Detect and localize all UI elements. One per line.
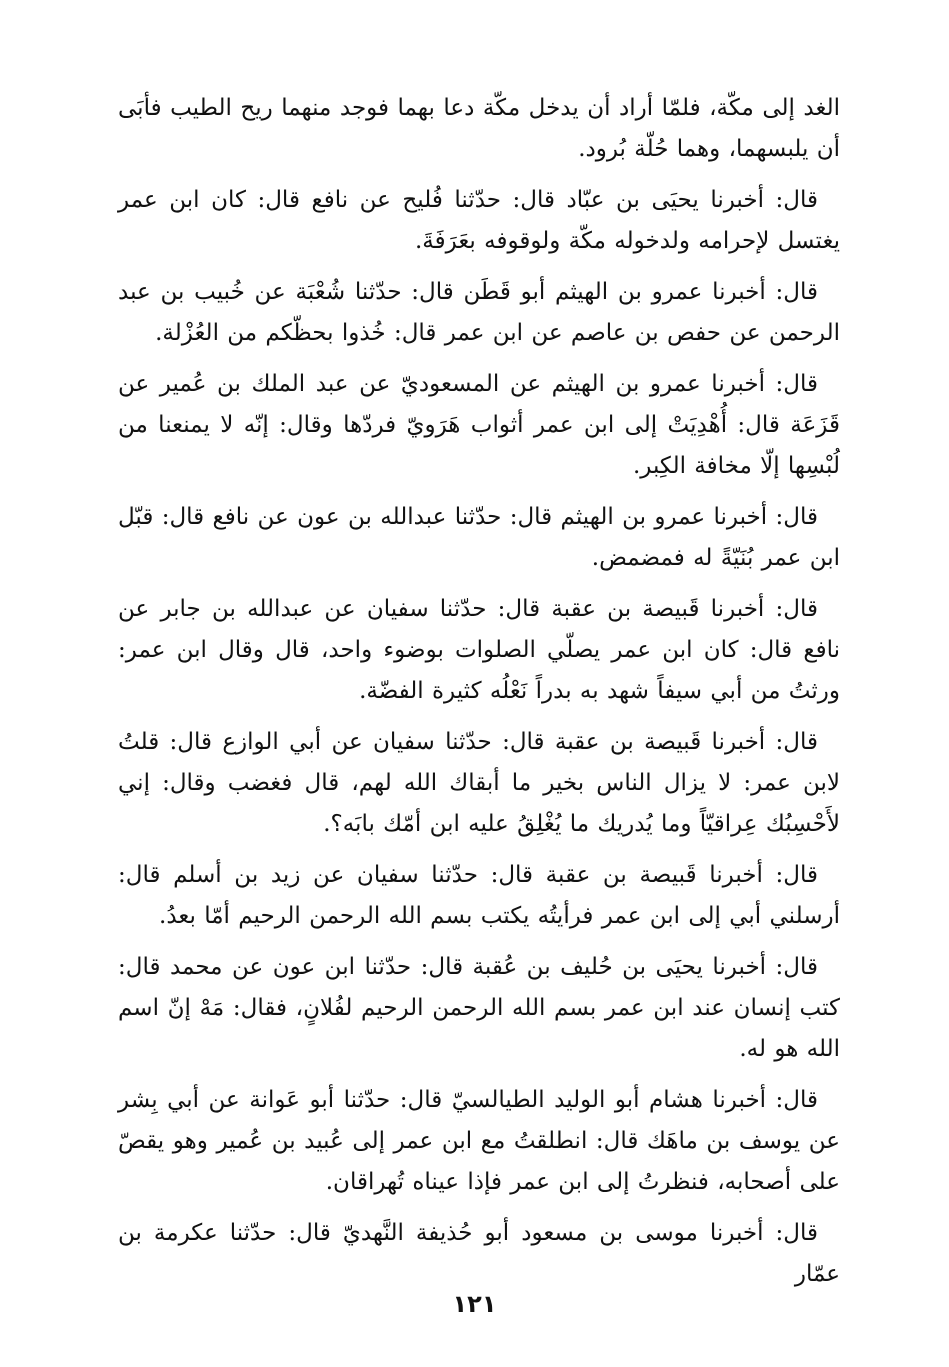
paragraph-9: قال: أخبرنا يحيَى بن حُليف بن عُقبة قال: حدّثنا ابن عون عن محمد قال: كتب إنسان عند ابن عمر بسم الله الرحمن الرحيم لفُلانٍ، فقال: مَهْ إنّ اسم الله هو له. — [118, 954, 840, 1062]
paragraph-11: قال: أخبرنا موسى بن مسعود أبو حُذيفة النَّهديّ قال: حدّثنا عكرمة بن عمّار — [118, 1220, 840, 1287]
paragraph-10: قال: أخبرنا هشام أبو الوليد الطيالسيّ قال: حدّثنا أبو عَوانة عن أبي بِشر عن يوسف بن ماهَك قال: انطلقتُ مع ابن عمر إلى عُبيد بن عُمير وهو يقصّ على أصحابه، فنظرتُ إلى ابن عمر فإذا عيناه تُهراقان. — [118, 1087, 840, 1195]
paragraph-6: قال: أخبرنا قَبيصة بن عقبة قال: حدّثنا سفيان عن عبدالله بن جابر عن نافع قال: كان ابن عمر يصلّي الصلوات بوضوء واحد، قال وقال ابن عمر: ورثتُ من أبي سيفاً شهد به بدراً نَعْلُه كثيرة الفضّة. — [118, 596, 840, 704]
page-body — [118, 88, 840, 1288]
paragraph-7: قال: أخبرنا قَبيصة بن عقبة قال: حدّثنا سفيان عن أبي الوازع قال: قلتُ لابن عمر: لا يزال الناس بخير ما أبقاك الله لهم، قال فغضب وقال: إني لأَحْسِبُك عِراقيّاً وما يُدريك ما يُغْلِقُ عليه ابن أمّك بابَه؟. — [118, 729, 840, 837]
paragraph-8: قال: أخبرنا قَبيصة بن عقبة قال: حدّثنا سفيان عن زيد بن أسلم قال: أرسلني أبي إلى ابن عمر فرأيتُه يكتب بسم الله الرحمن الرحيم أمّا بعدُ. — [118, 862, 840, 929]
page-number: ١٢١ — [452, 1290, 497, 1318]
paragraph-3: قال: أخبرنا عمرو بن الهيثم أبو قَطَن قال: حدّثنا شُعْبَة عن خُبيب بن عبد الرحمن عن حفص بن عاصم عن ابن عمر قال: خُذوا بحظّكم من العُزْلة. — [118, 279, 840, 346]
paragraph-5: قال: أخبرنا عمرو بن الهيثم قال: حدّثنا عبدالله بن عون عن نافع قال: قبّل ابن عمر بُنَيّةً له فمضمض. — [118, 504, 840, 571]
paragraph-4: قال: أخبرنا عمرو بن الهيثم عن المسعوديّ عن عبد الملك بن عُمير عن قَزَعَة قال: أُهْدِيَتْ إلى ابن عمر أثواب هَرَويّ فردّها وقال: إنّه لا يمنعنا من لُبْسِها إلّا مخافة الكِبر. — [118, 371, 840, 479]
paragraph-2: قال: أخبرنا يحيَى بن عبّاد قال: حدّثنا فُليح عن نافع قال: كان ابن عمر يغتسل لإحرامه ولدخوله مكّة ولوقوفه بعَرَفَةَ. — [118, 187, 840, 254]
paragraph-1: الغد إلى مكّة، فلمّا أراد أن يدخل مكّة دعا بهما فوجد منهما ريح الطيب فأبَى أن يلبسهما، وهما حُلّة بُرود. — [118, 95, 840, 162]
